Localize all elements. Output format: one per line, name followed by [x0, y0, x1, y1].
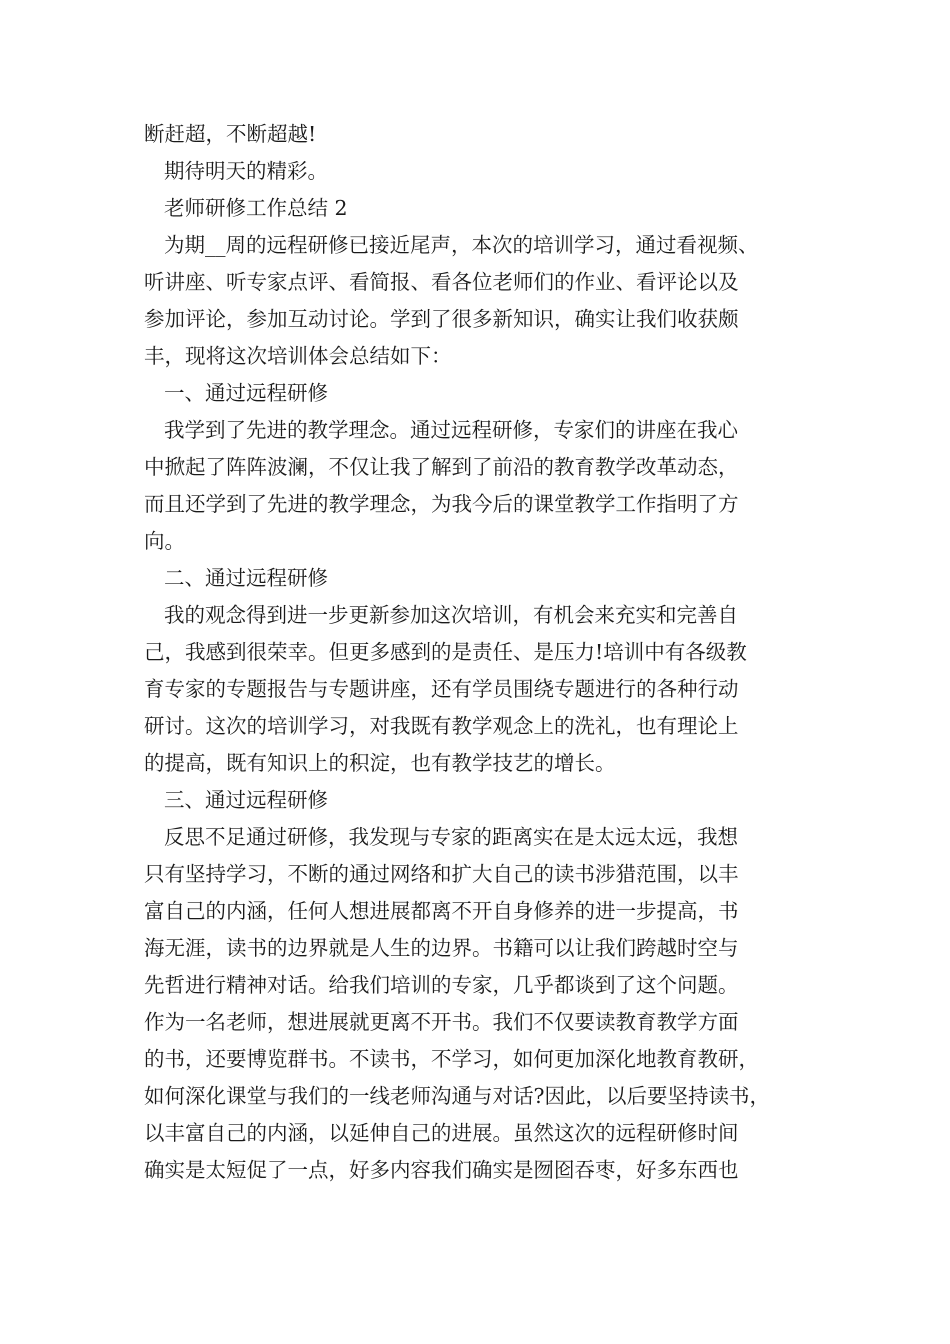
- section-title: 老师研修工作总结 2: [164, 196, 348, 220]
- text-line: 丰，现将这次培训体会总结如下：: [144, 344, 452, 368]
- text-line: 先哲进行精神对话。给我们培训的专家，几乎都谈到了这个问题。: [144, 973, 739, 997]
- text-line: 富自己的内涵，任何人想进展都离不开自身修养的进一步提高，书: [144, 899, 739, 923]
- text-line: 己，我感到很荣幸。但更多感到的是责任、是压力!培训中有各级教: [144, 640, 747, 664]
- text-line: 的提高，既有知识上的积淀，也有教学技艺的增长。: [144, 751, 616, 775]
- text-line: 向。: [144, 529, 185, 553]
- text-line: 参加评论，参加互动讨论。学到了很多新知识，确实让我们收获颇: [144, 307, 739, 331]
- document-body: [144, 116, 812, 1189]
- section-heading: 二、通过远程研修: [164, 566, 328, 590]
- text-line: 断赶超，不断超越!: [144, 122, 317, 146]
- section-heading: 三、通过远程研修: [164, 788, 328, 812]
- text-line: 反思不足通过研修，我发现与专家的距离实在是太远太远，我想: [164, 825, 738, 849]
- text-line: 中掀起了阵阵波澜，不仅让我了解到了前沿的教育教学改革动态，: [144, 455, 739, 479]
- text-line: 研讨。这次的培训学习，对我既有教学观念上的洗礼，也有理论上: [144, 714, 739, 738]
- text-line: 以丰富自己的内涵，以延伸自己的进展。虽然这次的远程研修时间: [144, 1121, 739, 1145]
- text-line: 如何深化课堂与我们的一线老师沟通与对话?因此，以后要坚持读书，: [144, 1084, 770, 1108]
- text-line: 确实是太短促了一点，好多内容我们确实是囫囵吞枣，好多东西也: [144, 1158, 739, 1182]
- text-line: 的书，还要博览群书。不读书，不学习，如何更加深化地教育教研，: [144, 1047, 759, 1071]
- text-line: 听讲座、听专家点评、看简报、看各位老师们的作业、看评论以及: [144, 270, 739, 294]
- text-line: 作为一名老师，想进展就更离不开书。我们不仅要读教育教学方面: [144, 1010, 739, 1034]
- text-line: 海无涯，读书的边界就是人生的边界。书籍可以让我们跨越时空与: [144, 936, 739, 960]
- text-line: 为期__周的远程研修已接近尾声，本次的培训学习，通过看视频、: [164, 233, 759, 257]
- text-line: 我学到了先进的教学理念。通过远程研修，专家们的讲座在我心: [164, 418, 738, 442]
- text-line: 而且还学到了先进的教学理念，为我今后的课堂教学工作指明了方: [144, 492, 739, 516]
- text-line: 期待明天的精彩。: [164, 159, 328, 183]
- text-line: 我的观念得到进一步更新参加这次培训，有机会来充实和完善自: [164, 603, 738, 627]
- text-line: 育专家的专题报告与专题讲座，还有学员围绕专题进行的各种行动: [144, 677, 739, 701]
- section-heading: 一、通过远程研修: [164, 381, 328, 405]
- text-line: 只有坚持学习，不断的通过网络和扩大自己的读书涉猎范围，以丰: [144, 862, 739, 886]
